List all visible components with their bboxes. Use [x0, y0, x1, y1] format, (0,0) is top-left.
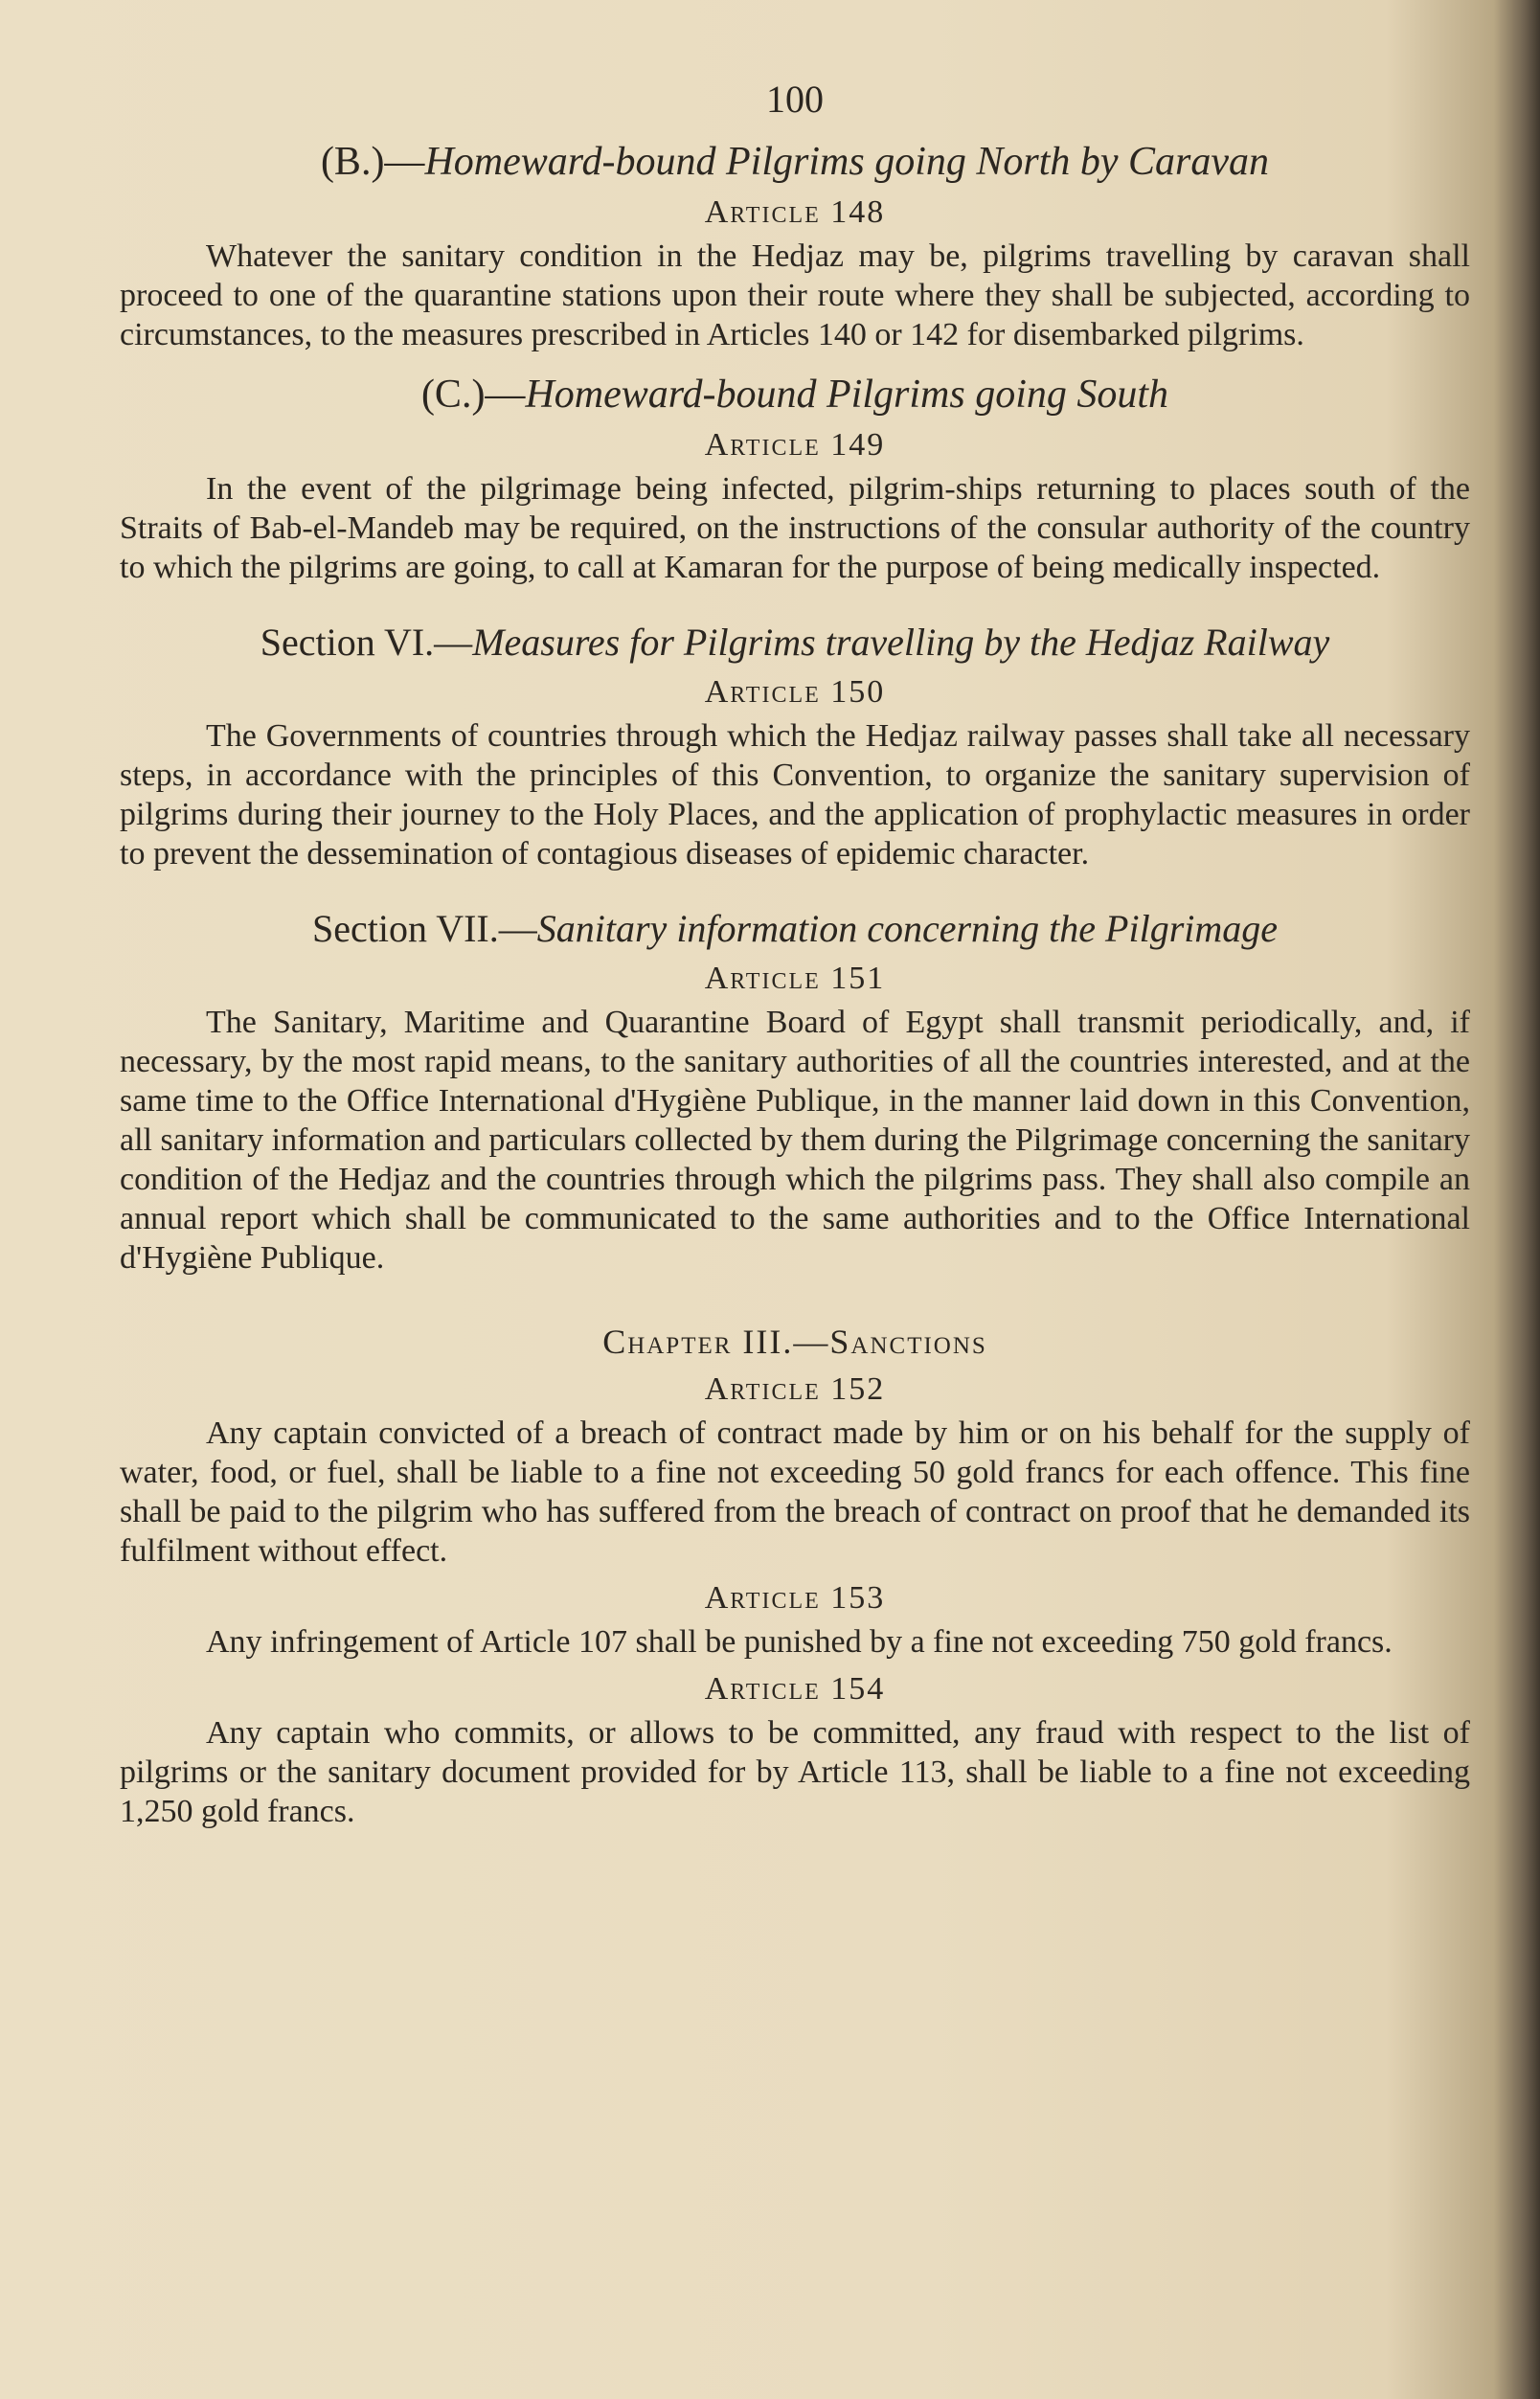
subsection-heading: [120, 372, 1470, 418]
page-content: [120, 67, 1470, 1837]
page-number: 100: [766, 78, 824, 121]
heading-title: Homeward-bound Pilgrims going North by Caravan: [424, 140, 1270, 184]
article-heading: Article 152: [704, 1371, 886, 1407]
chapter-heading: Chapter III.—Sanctions: [602, 1323, 987, 1361]
text-blocks: [120, 139, 1470, 1831]
article-text: In the event of the pilgrimage being infected, pilgrim-ships returning to places south of the Straits of Bab-el-Mandeb may be required, on the instructions of the consular authority of the country to which the pilgrims are going, to call at Kamaran for the purpose of being medically inspected.: [120, 471, 1470, 585]
article-heading: Article 149: [704, 427, 886, 463]
article-heading: Article 148: [704, 194, 886, 230]
heading-prefix: Section VI.—: [260, 621, 473, 664]
heading-prefix: (C.)—: [420, 373, 526, 417]
section-heading: [120, 906, 1470, 951]
subsection-heading: [120, 139, 1470, 185]
article-text: Whatever the sanitary condition in the Hedjaz may be, pilgrims travelling by caravan shall proceed to one of the quarantine stations upon their route where they shall be subjected, according to circumstances, to the measures prescribed in Articles 140 or 142 for disembarked pilgrims.: [120, 238, 1470, 352]
article-text: The Sanitary, Maritime and Quarantine Board of Egypt shall transmit periodically, and, if necessary, by the most rapid means, to the sanitary authorities of all the countries interested, and at the same time to the Office International d'Hygiène Publique, in the manner laid down in this Convention, all sanitary information and particulars collected by them during the Pilgrimage concerning the sanitary condition of the Hedjaz and the countries through which the pilgrims pass. They shall also compile an annual report which shall be communicated to the same authorities and to the Office International d'Hygiène Publique.: [120, 1005, 1470, 1276]
article-text: Any captain convicted of a breach of contract made by him or on his behalf for the supply of water, food, or fuel, shall be liable to a fine not exceeding 50 gold francs for each offence. This fine shall be paid to the pilgrim who has suffered from the breach of contract on proof that he demanded its fulfilment without effect.: [120, 1415, 1470, 1569]
article-text: Any captain who commits, or allows to be committed, any fraud with respect to the list of pilgrims or the sanitary document provided for by Article 113, shall be liable to a fine not exceeding 1,250 gold francs.: [120, 1715, 1470, 1829]
article-heading: Article 150: [704, 674, 886, 710]
heading-title: Sanitary information concerning the Pilgrimage: [536, 907, 1279, 950]
heading-title: Homeward-bound Pilgrims going South: [525, 373, 1169, 417]
article-text: The Governments of countries through which the Hedjaz railway passes shall take all necessary steps, in accordance with the principles of this Convention, to organize the sanitary supervision of pilgrims during their journey to the Holy Places, and the application of prophylactic measures in order to prevent the dessemination of contagious diseases of epidemic character.: [120, 718, 1470, 871]
article-text: Any infringement of Article 107 shall be punished by a fine not exceeding 750 gold francs.: [206, 1624, 1393, 1660]
article-heading: Article 154: [704, 1671, 886, 1707]
article-heading: Article 153: [704, 1580, 886, 1616]
heading-prefix: (B.)—: [320, 140, 425, 184]
heading-title: Measures for Pilgrims travelling by the Hedjaz Railway: [472, 621, 1330, 664]
article-heading: Article 151: [704, 961, 886, 996]
heading-prefix: Section VII.—: [311, 907, 537, 950]
section-heading: [120, 620, 1470, 665]
